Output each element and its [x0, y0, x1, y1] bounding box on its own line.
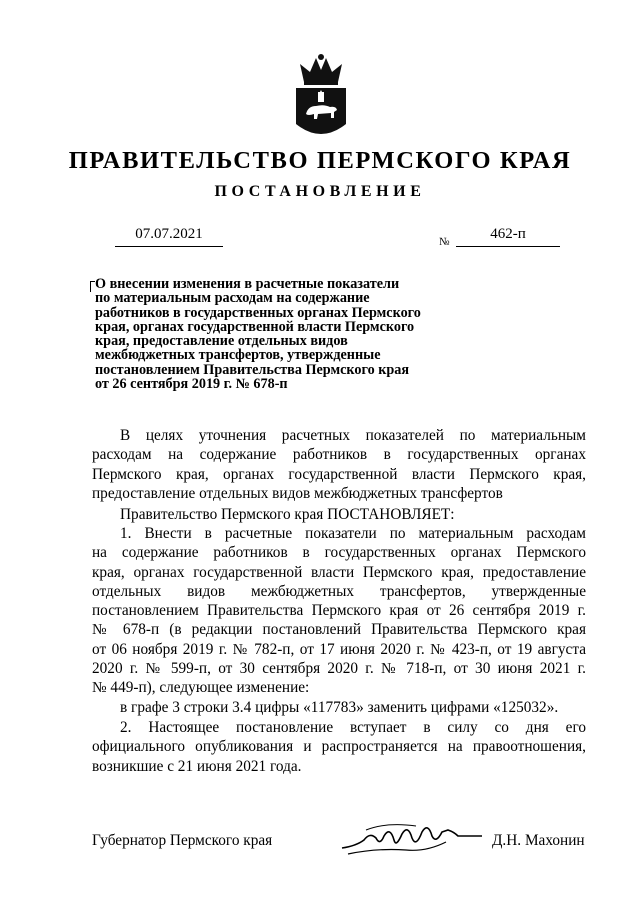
signer-name: Д.Н. Махонин: [492, 832, 585, 849]
preamble-line: Пермского края, органах государственной власти Пермского края,: [92, 465, 586, 483]
subject-line: межбюджетных трансфертов, утвержденные: [95, 347, 381, 364]
subject-line: края, органах государственной власти Пермского: [95, 318, 415, 335]
handwritten-signature: [336, 818, 486, 860]
signer-position: Губернатор Пермского края: [92, 832, 273, 849]
item-1-change-paragraph: [92, 698, 586, 717]
item-1-line: от 06 ноября 2019 г. № 782-п, от 17 июня 2020 г. № 423-п, от 19 августа: [92, 640, 586, 658]
item-1-line: постановлением Правительства Пермского края от 26 сентября 2019 г.: [92, 602, 586, 620]
preamble-line: предоставление отдельных видов межбюджетных трансфертов: [92, 484, 503, 502]
item-2-paragraph: [92, 718, 586, 776]
coat-of-arms-emblem: [290, 52, 352, 142]
document-date: 07.07.2021: [115, 226, 223, 247]
item-1-change-line: в графе 3 строки 3.4 цифры «117783» заменить цифрами «125032».: [120, 699, 559, 716]
subject-line: края, предоставление отдельных видов: [95, 333, 348, 350]
decree-paragraph: [92, 505, 586, 524]
subject-line: работников в государственных органах Пермского: [95, 304, 421, 321]
subject-line: по материальным расходам на содержание: [95, 290, 370, 307]
government-title: ПРАВИТЕЛЬСТВО ПЕРМСКОГО КРАЯ: [68, 147, 572, 174]
subject-line: постановлением Правительства Пермского края: [95, 361, 410, 378]
subject-line: от 26 сентября 2019 г. № 678-п: [95, 376, 288, 393]
item-1-line: на содержание работников в государственных органах Пермского: [92, 544, 586, 562]
preamble-line: В целях уточнения расчетных показателей по материальным: [120, 427, 586, 444]
item-2-line: 2. Настоящее постановление вступает в силу со дня его: [120, 719, 586, 736]
number-label: №: [439, 236, 450, 248]
item-1-line: 1. Внести в расчетные показатели по материальным расходам: [120, 525, 586, 542]
item-1-paragraph: [92, 524, 586, 698]
item-1-line: № 678-п (в редакции постановлений Правительства Пермского края: [92, 621, 586, 639]
subject-line: О внесении изменения в расчетные показатели: [95, 276, 400, 292]
item-1-line: края, органах государственной власти Пермского края, предоставление: [92, 563, 586, 581]
decree-line: Правительство Пермского края ПОСТАНОВЛЯЕТ:: [120, 506, 455, 523]
document-type: ПОСТАНОВЛЕНИЕ: [214, 183, 426, 200]
item-2-line: официального опубликования и распространяется на правоотношения,: [92, 738, 586, 756]
preamble-line: расходам на содержание работников в государственных органах: [92, 446, 586, 464]
preamble-paragraph: [92, 426, 586, 503]
document-number: 462-п: [456, 226, 560, 247]
item-1-line: 2020 г. № 599-п, от 30 сентября 2020 г. № 718-п, от 30 июня 2021 г.: [92, 660, 586, 678]
item-1-line: № 449-п), следующее изменение:: [92, 679, 310, 697]
item-1-line: отдельных видов межбюджетных трансфертов, утвержденные: [92, 582, 586, 600]
document-subject: [95, 277, 455, 391]
item-2-line: возникшие с 21 июня 2021 года.: [92, 757, 302, 775]
